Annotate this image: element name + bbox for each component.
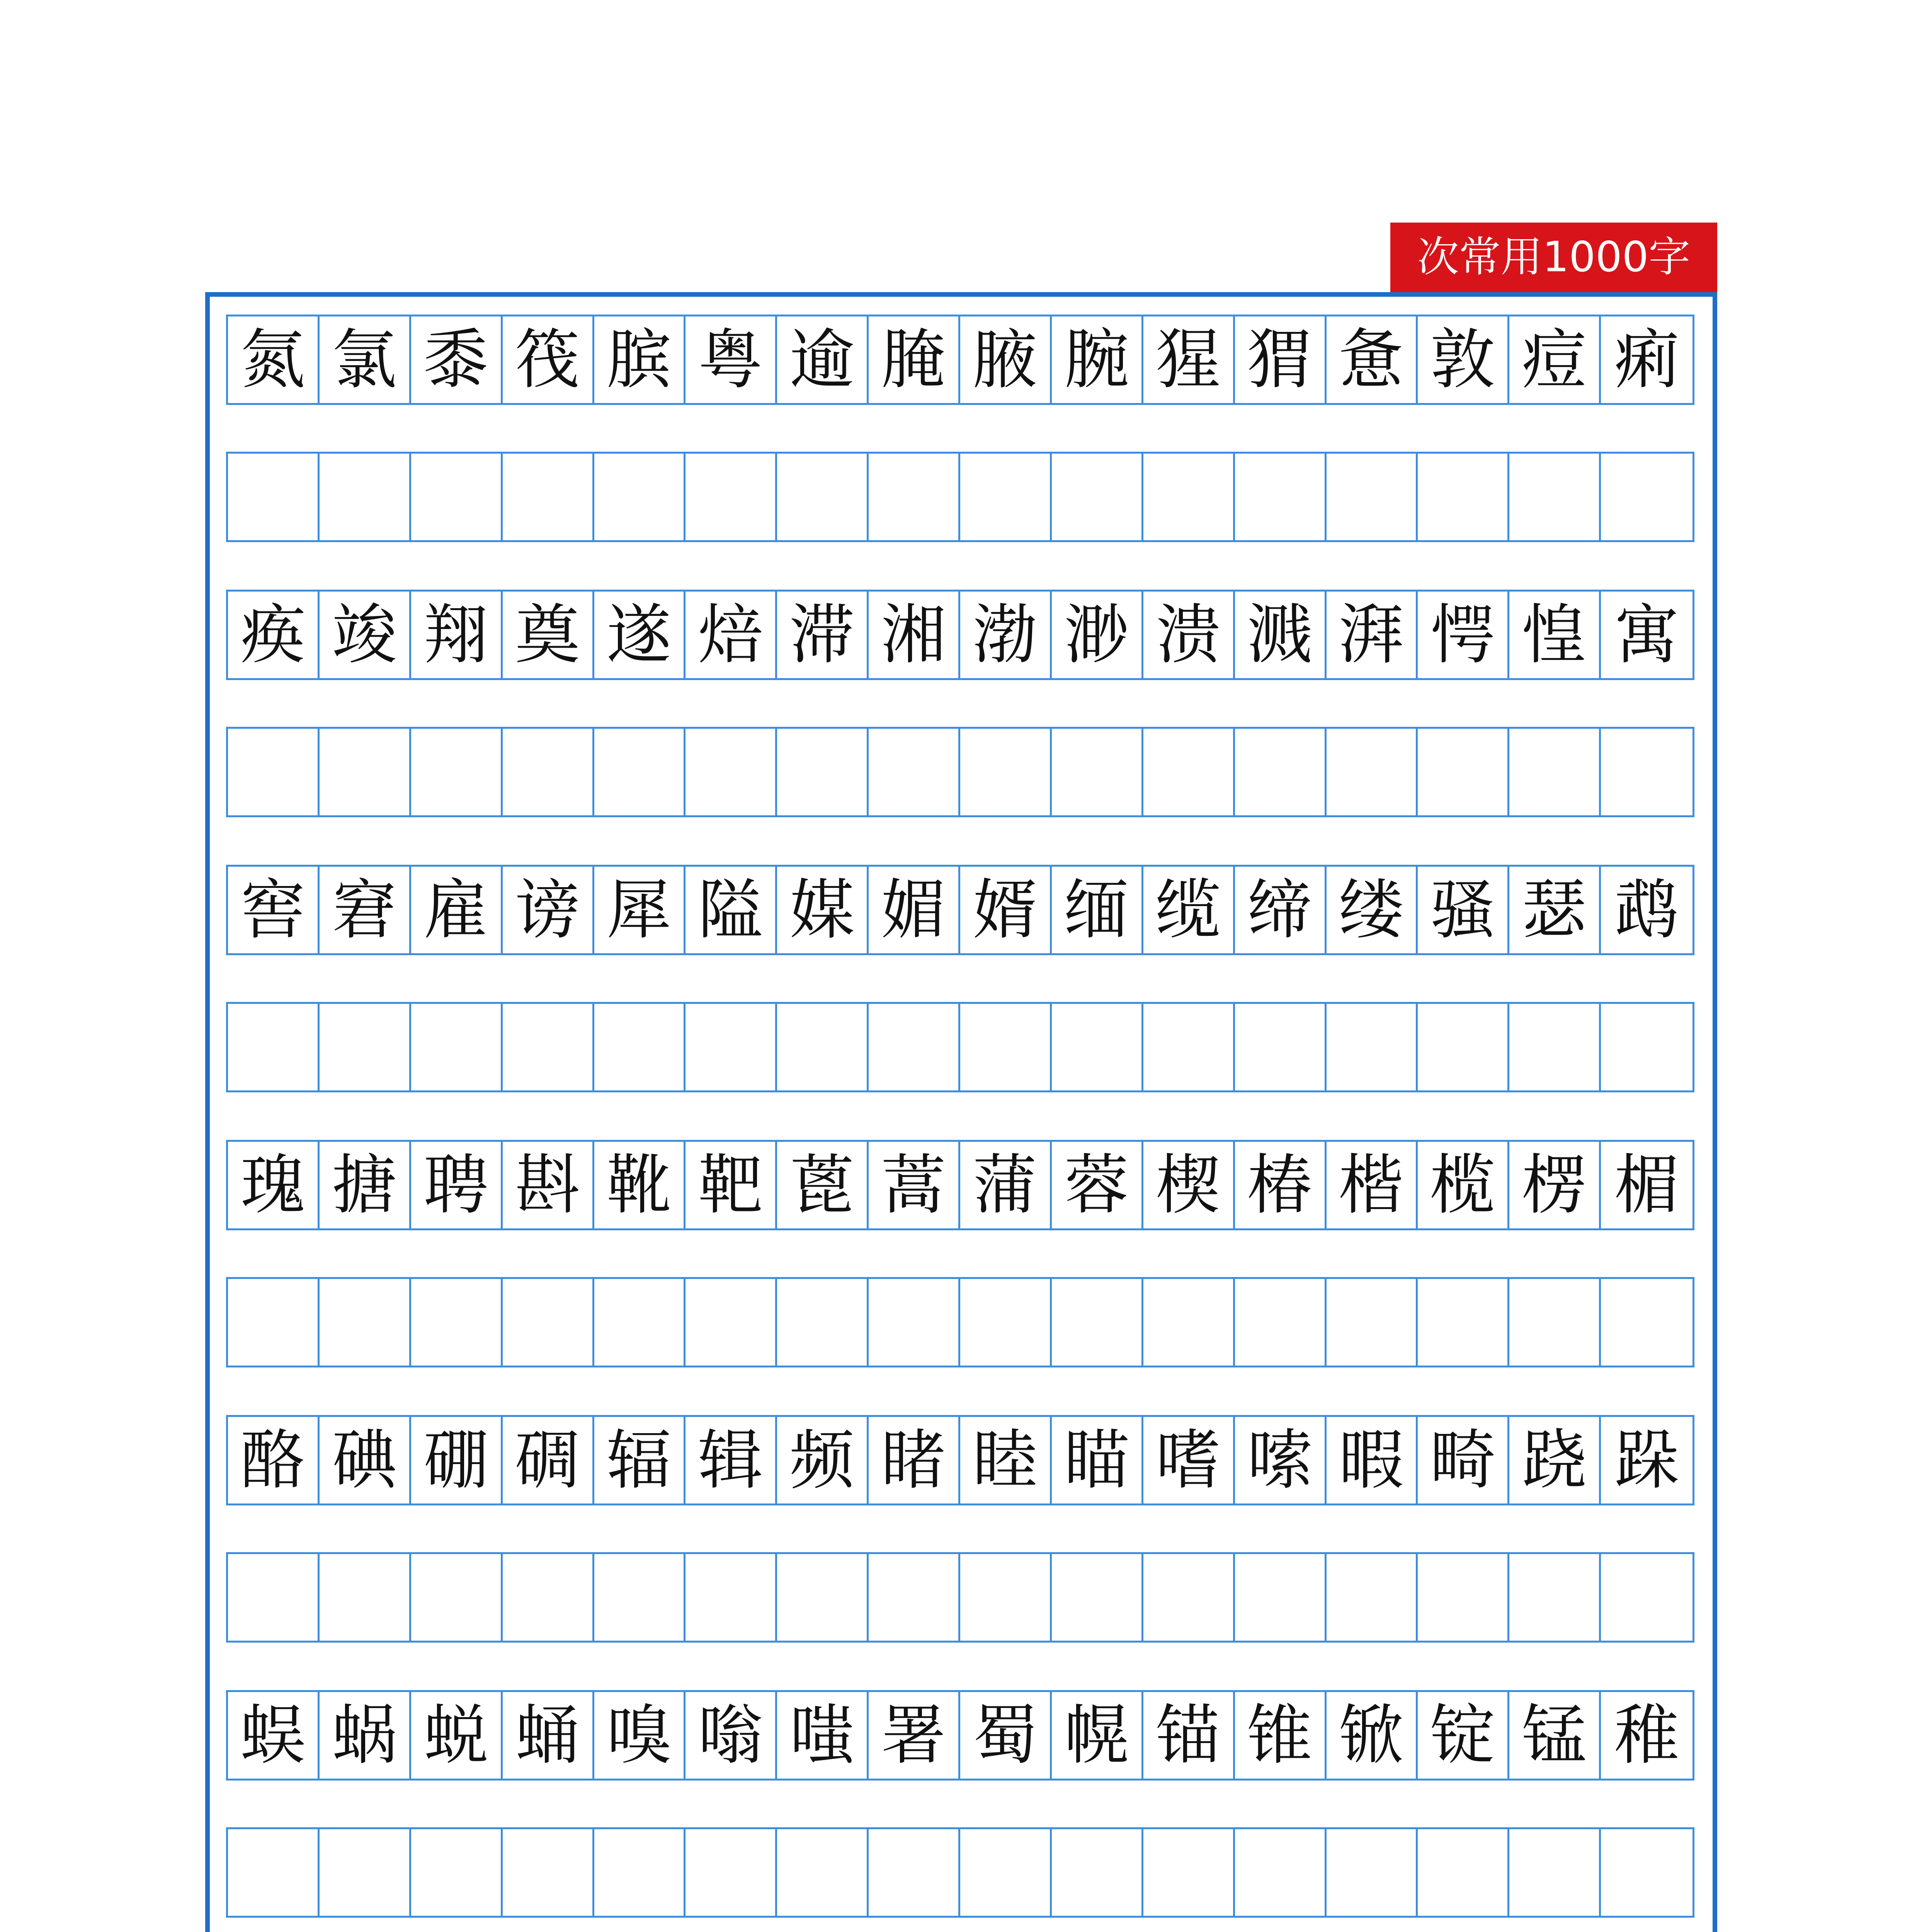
char-cell: 窘: [320, 867, 411, 953]
practice-cell: [228, 1279, 320, 1366]
char-row: [226, 865, 1694, 955]
char-cell: 稚: [1614, 1697, 1679, 1773]
practice-cell: [1327, 1829, 1418, 1916]
char-cell: 蓉: [1052, 1142, 1143, 1228]
char-cell: 鹉: [1614, 872, 1679, 948]
practice-cell: [1327, 1554, 1418, 1641]
practice-cell: [1327, 729, 1418, 815]
practice-cell: [869, 1554, 960, 1641]
char-cell: 媒: [777, 867, 869, 953]
practice-row: [226, 1277, 1694, 1367]
practice-cell: [869, 454, 960, 540]
practice-cell: [960, 1829, 1052, 1916]
char-cell: 聘: [411, 1142, 503, 1228]
char-cell: 睦: [960, 1417, 1052, 1503]
char-cell: 硼: [411, 1417, 503, 1503]
practice-cell: [1052, 454, 1143, 540]
practice-cell: [685, 1554, 777, 1641]
practice-cell: [411, 1004, 503, 1090]
practice-cell: [960, 454, 1052, 540]
char-cell: 辑: [685, 1417, 777, 1503]
practice-cell: [411, 1554, 503, 1641]
char-cell: 睹: [869, 1417, 960, 1503]
char-cell: 缅: [1052, 867, 1143, 953]
char-cell: 痢: [1614, 322, 1679, 398]
char-cell: 腌: [869, 316, 960, 403]
practice-cell: [594, 1829, 686, 1916]
char-cell: 斟: [503, 1142, 594, 1228]
practice-cell: [1509, 1004, 1601, 1090]
practice-cell: [1327, 1279, 1418, 1366]
char-cell: 蜀: [960, 1692, 1052, 1779]
char-cell: 愕: [1418, 592, 1509, 678]
practice-cell: [503, 729, 594, 815]
char-cell: 锰: [1509, 1692, 1601, 1779]
practice-cell: [1418, 1554, 1509, 1641]
char-cell: 溃: [1143, 592, 1235, 678]
char-cell: 惫: [1327, 316, 1418, 403]
char-cell: 署: [869, 1692, 960, 1779]
practice-cell: [685, 1829, 777, 1916]
char-cell: 锨: [1327, 1692, 1418, 1779]
practice-cell: [1509, 454, 1601, 540]
practice-cell: [1143, 1554, 1235, 1641]
char-cell: 嗤: [777, 1692, 869, 1779]
char-cell: 竣: [320, 592, 411, 678]
char-cell: 碘: [320, 1417, 411, 1503]
practice-cell: [411, 729, 503, 815]
practice-cell: [594, 1279, 686, 1366]
practice-cell: [594, 729, 686, 815]
practice-cell: [1143, 1829, 1235, 1916]
practice-cell: [960, 1279, 1052, 1366]
char-cell: 锥: [1235, 1692, 1327, 1779]
char-cell: 嗜: [1143, 1417, 1235, 1503]
practice-cell: [1327, 454, 1418, 540]
section-label: 次常用1000字: [1390, 223, 1717, 292]
char-cell: 窖: [228, 867, 320, 953]
practice-cell: [1509, 1829, 1601, 1916]
practice-cell: [777, 1004, 869, 1090]
practice-cell: [1601, 454, 1692, 540]
practice-cell: [1143, 1004, 1235, 1090]
char-cell: 蒲: [960, 1142, 1052, 1228]
practice-cell: [411, 1279, 503, 1366]
practice-cell: [869, 1004, 960, 1090]
practice-cell: [685, 729, 777, 815]
practice-row: [226, 727, 1694, 817]
char-cell: 蓖: [777, 1142, 869, 1228]
char-cell: 嗡: [685, 1692, 777, 1779]
char-cell: 遂: [594, 592, 686, 678]
practice-cell: [594, 454, 686, 540]
practice-cell: [228, 1829, 320, 1916]
char-cell: 黍: [411, 316, 503, 403]
char-cell: 暇: [1327, 1417, 1418, 1503]
char-cell: 楣: [1614, 1147, 1679, 1223]
char-cell: 跺: [1614, 1422, 1679, 1498]
char-cell: 缕: [1327, 867, 1418, 953]
char-cell: 瑟: [1509, 867, 1601, 953]
char-cell: 寓: [1614, 597, 1679, 673]
practice-cell: [1052, 1829, 1143, 1916]
practice-cell: [503, 1554, 594, 1641]
char-cell: 靶: [685, 1142, 777, 1228]
char-row: [226, 1415, 1694, 1505]
practice-cell: [1143, 729, 1235, 815]
practice-cell: [503, 1279, 594, 1366]
char-cell: 溅: [1235, 592, 1327, 678]
practice-cell: [777, 454, 869, 540]
char-cell: 膑: [594, 316, 686, 403]
practice-cell: [1052, 729, 1143, 815]
char-cell: 骚: [1418, 867, 1509, 953]
practice-cell: [869, 1279, 960, 1366]
practice-cell: [1418, 454, 1509, 540]
practice-cell: [594, 1554, 686, 1641]
practice-cell: [1418, 1279, 1509, 1366]
char-cell: 幌: [1052, 1692, 1143, 1779]
char-cell: 痘: [1509, 316, 1601, 403]
char-cell: 跷: [1509, 1417, 1601, 1503]
char-cell: 媚: [869, 867, 960, 953]
char-cell: 渤: [960, 592, 1052, 678]
practice-cell: [1235, 1279, 1327, 1366]
practice-cell: [1601, 1554, 1692, 1641]
char-cell: 猩: [1143, 316, 1235, 403]
char-cell: 婿: [960, 867, 1052, 953]
char-cell: 搪: [320, 1142, 411, 1228]
practice-cell: [1235, 1829, 1327, 1916]
char-cell: 湃: [1327, 592, 1418, 678]
practice-row: [226, 1552, 1694, 1643]
practice-cell: [228, 729, 320, 815]
char-cell: 惶: [1509, 592, 1601, 678]
char-cell: 楷: [1327, 1142, 1418, 1228]
practice-cell: [1235, 729, 1327, 815]
char-cell: 滞: [777, 592, 869, 678]
practice-cell: [320, 1279, 411, 1366]
char-cell: 榄: [1418, 1142, 1509, 1228]
char-cell: 靴: [594, 1142, 686, 1228]
char-cell: 隘: [685, 867, 777, 953]
char-cell: 碉: [503, 1417, 594, 1503]
char-cell: 蜈: [228, 1692, 320, 1779]
practice-cell: [1601, 1829, 1692, 1916]
practice-cell: [777, 1554, 869, 1641]
practice-cell: [320, 1829, 411, 1916]
practice-cell: [503, 1829, 594, 1916]
practice-cell: [960, 1004, 1052, 1090]
practice-cell: [1509, 729, 1601, 815]
practice-cell: [960, 729, 1052, 815]
char-cell: 焙: [685, 592, 777, 678]
char-row: [226, 1140, 1694, 1230]
char-cell: 嗅: [594, 1692, 686, 1779]
char-cell: 雇: [411, 867, 503, 953]
char-cell: 蜕: [411, 1692, 503, 1779]
practice-cell: [777, 1279, 869, 1366]
practice-cell: [594, 1004, 686, 1090]
practice-cell: [1601, 1004, 1692, 1090]
practice-cell: [1418, 1004, 1509, 1090]
practice-cell: [320, 454, 411, 540]
char-cell: 湘: [869, 592, 960, 678]
practice-cell: [685, 454, 777, 540]
practice-cell: [1143, 1279, 1235, 1366]
char-cell: 氯: [320, 316, 411, 403]
char-cell: 椿: [1235, 1142, 1327, 1228]
practice-cell: [1052, 1004, 1143, 1090]
practice-row: [226, 1002, 1694, 1092]
practice-cell: [777, 729, 869, 815]
char-cell: 蒿: [869, 1142, 960, 1228]
practice-cell: [1052, 1279, 1143, 1366]
char-cell: 嗦: [1235, 1417, 1327, 1503]
char-cell: 敦: [1418, 316, 1509, 403]
practice-cell: [320, 1554, 411, 1641]
practice-cell: [228, 454, 320, 540]
char-cell: 腋: [960, 316, 1052, 403]
char-cell: 蜗: [320, 1692, 411, 1779]
practice-cell: [411, 1829, 503, 1916]
practice-cell: [777, 1829, 869, 1916]
practice-cell: [1418, 1829, 1509, 1916]
practice-cell: [685, 1004, 777, 1090]
practice-cell: [1509, 1554, 1601, 1641]
char-cell: 锚: [1143, 1692, 1235, 1779]
char-cell: 蛹: [503, 1692, 594, 1779]
practice-row: [226, 1827, 1694, 1918]
char-cell: 犀: [594, 867, 686, 953]
char-cell: 痪: [228, 592, 320, 678]
practice-cell: [411, 454, 503, 540]
char-cell: 翔: [411, 592, 503, 678]
practice-cell: [503, 1004, 594, 1090]
practice-cell: [1601, 1279, 1692, 1366]
char-cell: 瑰: [228, 1142, 320, 1228]
char-row: [226, 315, 1694, 405]
practice-cell: [1509, 1279, 1601, 1366]
char-cell: 逾: [777, 316, 869, 403]
char-cell: 腕: [1052, 316, 1143, 403]
char-cell: 缔: [1235, 867, 1327, 953]
practice-cell: [960, 1554, 1052, 1641]
char-cell: 筏: [503, 316, 594, 403]
practice-cell: [320, 729, 411, 815]
practice-cell: [869, 1829, 960, 1916]
char-cell: 奠: [503, 592, 594, 678]
char-cell: 畸: [1418, 1417, 1509, 1503]
practice-row: [226, 452, 1694, 542]
practice-cell: [869, 729, 960, 815]
char-cell: 渺: [1052, 592, 1143, 678]
char-cell: 楞: [1509, 1142, 1601, 1228]
practice-cell: [503, 454, 594, 540]
char-row: [226, 590, 1694, 680]
practice-cell: [1143, 454, 1235, 540]
practice-cell: [1418, 729, 1509, 815]
char-cell: 辐: [594, 1417, 686, 1503]
practice-cell: [1235, 1004, 1327, 1090]
char-cell: 锭: [1418, 1692, 1509, 1779]
char-cell: 瞄: [1052, 1417, 1143, 1503]
char-cell: 楔: [1143, 1142, 1235, 1228]
char-row: [226, 1690, 1694, 1781]
char-cell: 氮: [228, 316, 320, 403]
practice-cell: [1235, 1554, 1327, 1641]
char-cell: 酪: [228, 1417, 320, 1503]
char-cell: 谤: [503, 867, 594, 953]
char-cell: 频: [777, 1417, 869, 1503]
practice-cell: [320, 1004, 411, 1090]
practice-cell: [1601, 729, 1692, 815]
practice-cell: [685, 1279, 777, 1366]
practice-cell: [1327, 1004, 1418, 1090]
char-cell: 猬: [1235, 316, 1327, 403]
char-cell: 粤: [685, 316, 777, 403]
char-cell: 缆: [1143, 867, 1235, 953]
practice-cell: [1052, 1554, 1143, 1641]
practice-cell: [228, 1004, 320, 1090]
practice-cell: [1235, 454, 1327, 540]
practice-cell: [228, 1554, 320, 1641]
